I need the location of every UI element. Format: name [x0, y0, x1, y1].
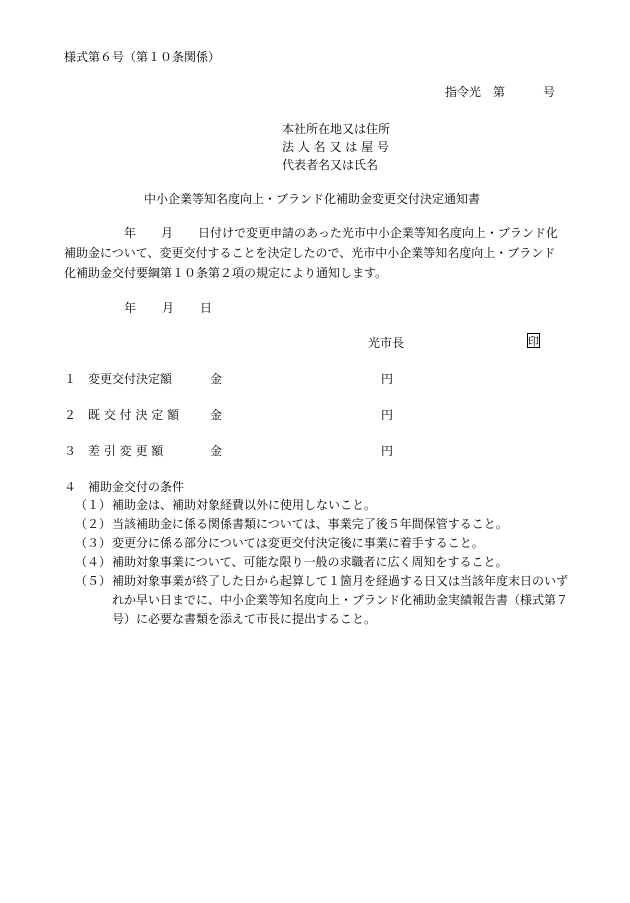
- body-text: 日付けで変更申請のあった光市中小企業等知名度向上・ブランド化補助金について、変更交付することを決定したので、光市中小企業等知名度向上・ブランド化補助金交付要綱第１０条第２項の規定により通知します。: [64, 226, 558, 280]
- amount-3-kin: 金: [210, 444, 223, 458]
- amount-3-en: 円: [381, 444, 394, 458]
- body-month: 月: [161, 226, 174, 240]
- amount-1-label: 変更交付決定額: [88, 372, 173, 386]
- date-day: 日: [200, 301, 213, 315]
- amount-3-num: ３: [64, 444, 77, 458]
- amount-1-kin: 金: [210, 372, 223, 386]
- conditions-heading: ４ 補助金交付の条件: [64, 480, 185, 494]
- conditions-list: [75, 496, 573, 629]
- doc-number-go: 号: [543, 85, 556, 99]
- body-paragraph: [64, 223, 564, 283]
- condition-text: 変更分に係る部分については変更交付決定後に事業に着手すること。: [112, 536, 484, 550]
- doc-number-prefix: 指令光: [445, 85, 482, 99]
- amount-2-label: 既 交 付 決 定 額: [88, 408, 180, 422]
- condition-text: 補助金は、補助対象経費以外に使用しないこと。: [112, 498, 377, 512]
- addressee-corporate-name: 法 人 名 又 は 屋 号: [282, 140, 389, 154]
- addressee-address: 本社所在地又は住所: [282, 122, 391, 136]
- condition-number: （１）: [75, 498, 112, 512]
- date-month: 月: [162, 301, 175, 315]
- document-title: 中小企業等知名度向上・ブランド化補助金変更交付決定通知書: [144, 192, 481, 206]
- body-year: 年: [124, 226, 137, 240]
- condition-number: （３）: [75, 536, 112, 550]
- condition-item: [75, 515, 573, 534]
- date-year: 年: [124, 301, 137, 315]
- form-number: 様式第６号（第１０条関係）: [64, 50, 221, 64]
- condition-item: [75, 496, 573, 515]
- issuer-title: 光市長: [368, 336, 405, 350]
- addressee-representative: 代表者名又は氏名: [282, 158, 379, 172]
- condition-text: 補助対象事業について、可能な限り一般の求職者に広く周知をすること。: [112, 555, 508, 569]
- seal-mark: 印: [528, 335, 539, 348]
- condition-number: （２）: [75, 517, 112, 531]
- amount-1-en: 円: [381, 372, 394, 386]
- amount-2-num: ２: [64, 408, 77, 422]
- condition-item: [75, 534, 573, 553]
- condition-text: 当該補助金に係る関係書類については、事業完了後５年間保管すること。: [112, 517, 508, 531]
- doc-number-dai: 第: [493, 85, 506, 99]
- condition-text: 補助対象事業が終了した日から起算して１箇月を経過する日又は当該年度末日のいずれか早い日までに、中小企業等知名度向上・ブランド化補助金実績報告書（様式第７号）に必要な書類を添えて市長に提出すること。: [112, 574, 569, 626]
- condition-item: [75, 553, 573, 572]
- amount-3-label: 差 引 変 更 額: [88, 444, 164, 458]
- condition-number: （４）: [75, 555, 112, 569]
- amount-2-kin: 金: [210, 408, 223, 422]
- condition-item: [75, 572, 573, 629]
- amount-1-num: １: [64, 372, 77, 386]
- condition-number: （５）: [75, 574, 112, 588]
- amount-2-en: 円: [381, 408, 394, 422]
